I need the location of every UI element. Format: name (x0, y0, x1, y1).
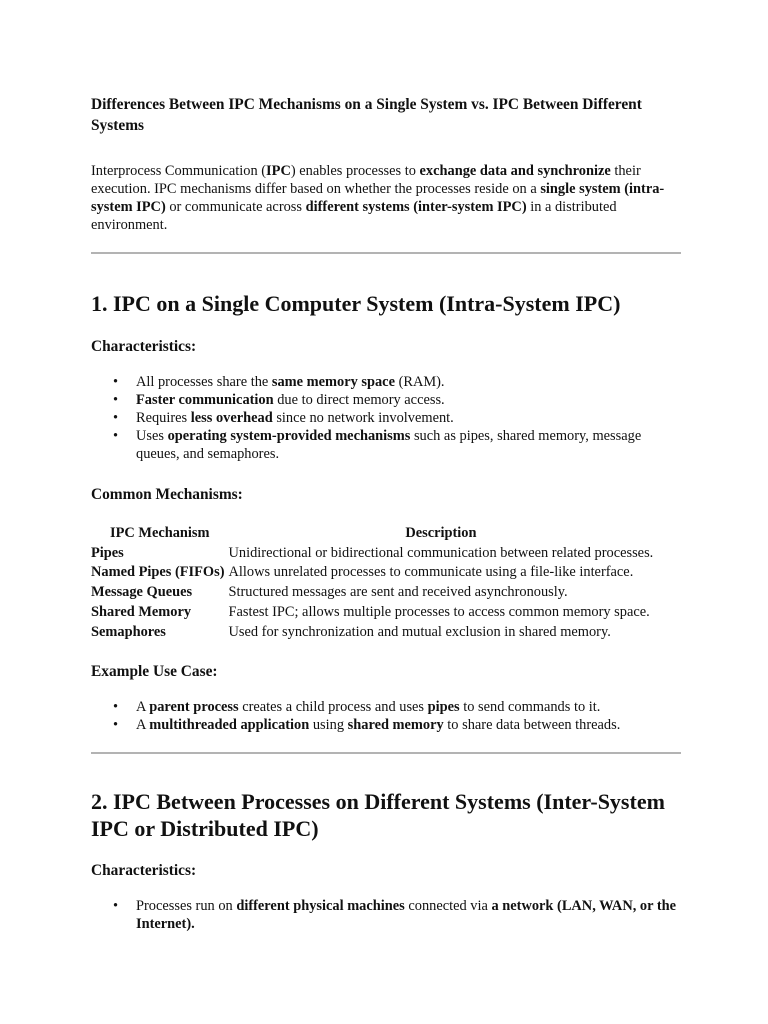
example-use-case-heading: Example Use Case: (91, 663, 218, 681)
mechanism-description-cell: Fastest IPC; allows multiple processes to access common memory space. (228, 603, 650, 620)
table-header-description: Description (405, 525, 477, 541)
text-run: using (309, 717, 348, 734)
text-run: to share data between threads. (443, 717, 621, 734)
text-run: creates a child process and uses (238, 699, 428, 716)
text-run: in a distributed environment. (91, 199, 617, 233)
section-1-characteristics-list (91, 373, 681, 463)
bold-text: pipes (427, 699, 460, 716)
bold-text: operating system-provided mechanisms (167, 428, 411, 444)
bold-text: less overhead (190, 410, 273, 426)
mechanism-description-cell: Unidirectional or bidirectional communication between related processes. (228, 544, 654, 561)
text-run: their execution. IPC mechanisms differ based on whether the processes reside on a (91, 163, 641, 197)
text-run: since no network involvement. (272, 410, 454, 426)
bullet-icon: • (113, 699, 119, 716)
text-run: Uses (136, 428, 168, 444)
text-run: A (136, 699, 150, 716)
section-2-characteristics-heading: Characteristics: (91, 862, 197, 880)
mechanism-name-cell: Pipes (91, 544, 124, 561)
section-1-characteristics-heading: Characteristics: (91, 338, 197, 355)
text-run: Interprocess Communication ( (91, 163, 267, 179)
table-header-mechanism: IPC Mechanism (109, 525, 210, 541)
bold-text: a network (LAN, WAN, or the Internet). (136, 898, 677, 933)
table-row (91, 603, 653, 623)
table-header-row (91, 524, 653, 544)
mechanism-description-cell: Used for synchronization and mutual exclusion in shared memory. (228, 623, 611, 640)
list-item (91, 373, 681, 391)
list-item (91, 391, 681, 409)
list-item (91, 716, 681, 734)
text-run: Processes run on (136, 898, 237, 915)
mechanism-description-cell: Structured messages are sent and received asynchronously. (228, 584, 568, 601)
mechanism-description-cell: Allows unrelated processes to communicate using a file-like interface. (228, 564, 634, 581)
mechanism-name-cell: Semaphores (91, 623, 166, 640)
section-2-heading: 2. IPC Between Processes on Different Systems (Inter-System IPC or Distributed IPC) (91, 789, 665, 842)
ipc-mechanisms-table (91, 524, 653, 642)
text-run: such as pipes, shared memory, message queues, and semaphores. (136, 428, 642, 462)
common-mechanisms-heading: Common Mechanisms: (91, 486, 243, 503)
text-run: due to direct memory access. (273, 392, 445, 408)
table-row (91, 563, 653, 583)
section-2-characteristics-list (91, 897, 681, 933)
text-run: connected via (404, 898, 492, 915)
bullet-icon: • (113, 717, 119, 734)
text-run: (RAM). (394, 374, 445, 390)
text-run: Requires (136, 410, 191, 426)
list-item (91, 427, 681, 463)
bold-text: IPC (266, 163, 291, 179)
bold-text: single system (intra-system IPC) (91, 181, 665, 215)
horizontal-rule (91, 252, 681, 254)
list-item (91, 897, 681, 933)
bold-text: shared memory (347, 717, 444, 734)
bold-text: parent process (149, 699, 239, 716)
bold-text: same memory space (271, 374, 395, 390)
bullet-icon: • (113, 898, 119, 915)
text-run: to send commands to it. (459, 699, 601, 716)
bold-text: multithreaded application (149, 717, 310, 734)
list-item (91, 409, 681, 427)
example-use-case-list (91, 698, 681, 734)
bold-text: different systems (inter-system IPC) (305, 199, 527, 215)
text-run: or communicate across (165, 199, 306, 215)
text-run: A (136, 717, 150, 734)
bold-text: Faster communication (136, 392, 274, 408)
table-row (91, 544, 653, 564)
intro-paragraph (91, 162, 681, 234)
mechanism-name-cell: Named Pipes (FIFOs) (91, 564, 225, 581)
table-row (91, 623, 653, 643)
bullet-icon: • (113, 410, 119, 426)
horizontal-rule (91, 752, 681, 754)
document-content (91, 94, 681, 933)
mechanism-name-cell: Message Queues (91, 584, 193, 601)
table-row (91, 583, 653, 603)
text-run: ) enables processes to (290, 163, 420, 179)
bullet-icon: • (113, 392, 119, 408)
bold-text: different physical machines (236, 898, 405, 915)
bullet-icon: • (113, 428, 119, 444)
mechanism-name-cell: Shared Memory (91, 603, 192, 620)
bullet-icon: • (113, 374, 119, 390)
list-item (91, 698, 681, 716)
document-title: Differences Between IPC Mechanisms on a Single System vs. IPC Between Different Systems (91, 96, 642, 134)
text-run: All processes share the (136, 374, 272, 390)
table-body (91, 544, 653, 643)
section-1-heading: 1. IPC on a Single Computer System (Intra-System IPC) (91, 291, 621, 316)
bold-text: exchange data and synchronize (419, 163, 611, 179)
